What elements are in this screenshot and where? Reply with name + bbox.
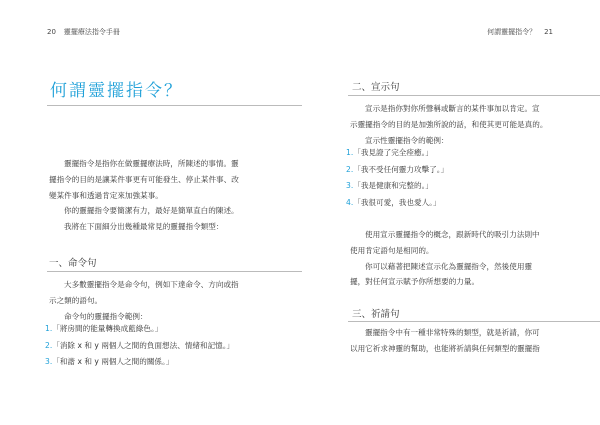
section-2-closing [350, 227, 540, 290]
title-divider [47, 105, 302, 106]
s2-line: 使用肯定語句是相同的。 [350, 245, 434, 255]
right-page [300, 0, 600, 425]
list-item [45, 338, 234, 355]
paragraph-2: 你的靈擺指令要簡潔有力，最好是簡單直白的陳述。 [64, 206, 239, 216]
s1-line: 示之類的語句。 [49, 295, 103, 305]
list-text: 「和諧 x 和 y 兩個人之間的關係。」 [52, 357, 174, 367]
s1-examples-heading: 命令句的靈擺指令範例： [64, 311, 148, 321]
paragraph-3: 我將在下面細分出幾種最常見的靈擺指令類型： [64, 222, 224, 232]
section-2-body [350, 101, 547, 148]
s2-line: 宣示是指你對你所聲稱或斷言的某件事加以肯定。宣 [365, 104, 540, 113]
list-text: 「將房間的能量轉換成藍綠色。」 [52, 324, 163, 333]
left-page-number: 20 [47, 28, 56, 36]
list-text: 「消除 x 和 y 兩個人之間的負面想法、情緒和記憶。」 [52, 340, 235, 350]
list-item [346, 162, 448, 179]
list-text: 「我是健康和完整的。」 [353, 181, 433, 191]
section-3-body [350, 325, 540, 357]
intro-paragraph [49, 156, 239, 235]
section-3-divider [348, 321, 600, 322]
list-number: 3. [346, 181, 354, 191]
section-2-divider [348, 95, 600, 96]
list-text: 「我不受任何靈力攻擊了。」 [353, 164, 449, 174]
intro-line: 靈擺指令是指你在做靈擺療法時，所陳述的事情。靈 [64, 159, 239, 168]
s2-line: 擺，對任何宣示賦予你所想要的力量。 [350, 277, 480, 287]
s3-line: 靈擺指令中有一種非常特殊的類型，就是祈請，你可 [365, 328, 540, 337]
left-page-header [47, 27, 128, 37]
list-item [346, 178, 448, 195]
list-number: 4. [346, 197, 354, 207]
s2-line: 示靈擺指令的目的是加強所說的話，和使其更可能是真的。 [350, 119, 548, 129]
right-page-number: 21 [544, 28, 553, 36]
right-page-header [479, 27, 553, 37]
list-number: 3. [45, 357, 53, 367]
list-text: 「我見證了完全痊癒。」 [353, 148, 433, 157]
list-text: 「我很可愛，我也愛人。」 [353, 197, 441, 207]
list-item [346, 145, 448, 162]
list-item [346, 195, 448, 212]
s2-line: 使用宣示靈擺指令的概念，跟新時代的吸引力法則中 [365, 230, 540, 239]
command-examples-list [45, 321, 234, 371]
s2-examples-heading: 宣示性靈擺指令的範例： [365, 135, 449, 145]
chapter-title: 何謂靈擺指令？ [50, 81, 183, 101]
right-header-title: 何謂靈擺指令？ [487, 28, 537, 36]
declaration-examples-list [346, 145, 448, 211]
intro-line: 變某件事和透過肯定來加強某事。 [49, 190, 163, 200]
intro-line: 擺指令的目的是讓某件事更有可能發生、停止某件事、改 [49, 174, 239, 184]
list-item [45, 354, 234, 371]
section-1-body [49, 277, 239, 324]
s1-line: 大多數靈擺指令是命令句，例如下達命令、方向或指 [64, 280, 239, 289]
list-number: 1. [45, 324, 53, 333]
s2-line: 你可以藉著把陳述宣示化為靈擺指令，然後使用靈 [365, 261, 533, 271]
left-book-title: 靈擺療法指令手冊 [63, 28, 120, 36]
list-number: 2. [45, 340, 53, 350]
section-3-title: 三、祈請句 [352, 309, 400, 320]
s3-line: 以用它祈求神靈的幫助，也能將祈請與任何類型的靈擺指 [350, 343, 540, 353]
list-item [45, 321, 234, 338]
section-1-divider [47, 271, 302, 272]
section-1-title: 一、命令句 [49, 258, 97, 269]
list-number: 2. [346, 164, 354, 174]
section-2-title: 二、宣示句 [352, 82, 400, 93]
list-number: 1. [346, 148, 354, 157]
